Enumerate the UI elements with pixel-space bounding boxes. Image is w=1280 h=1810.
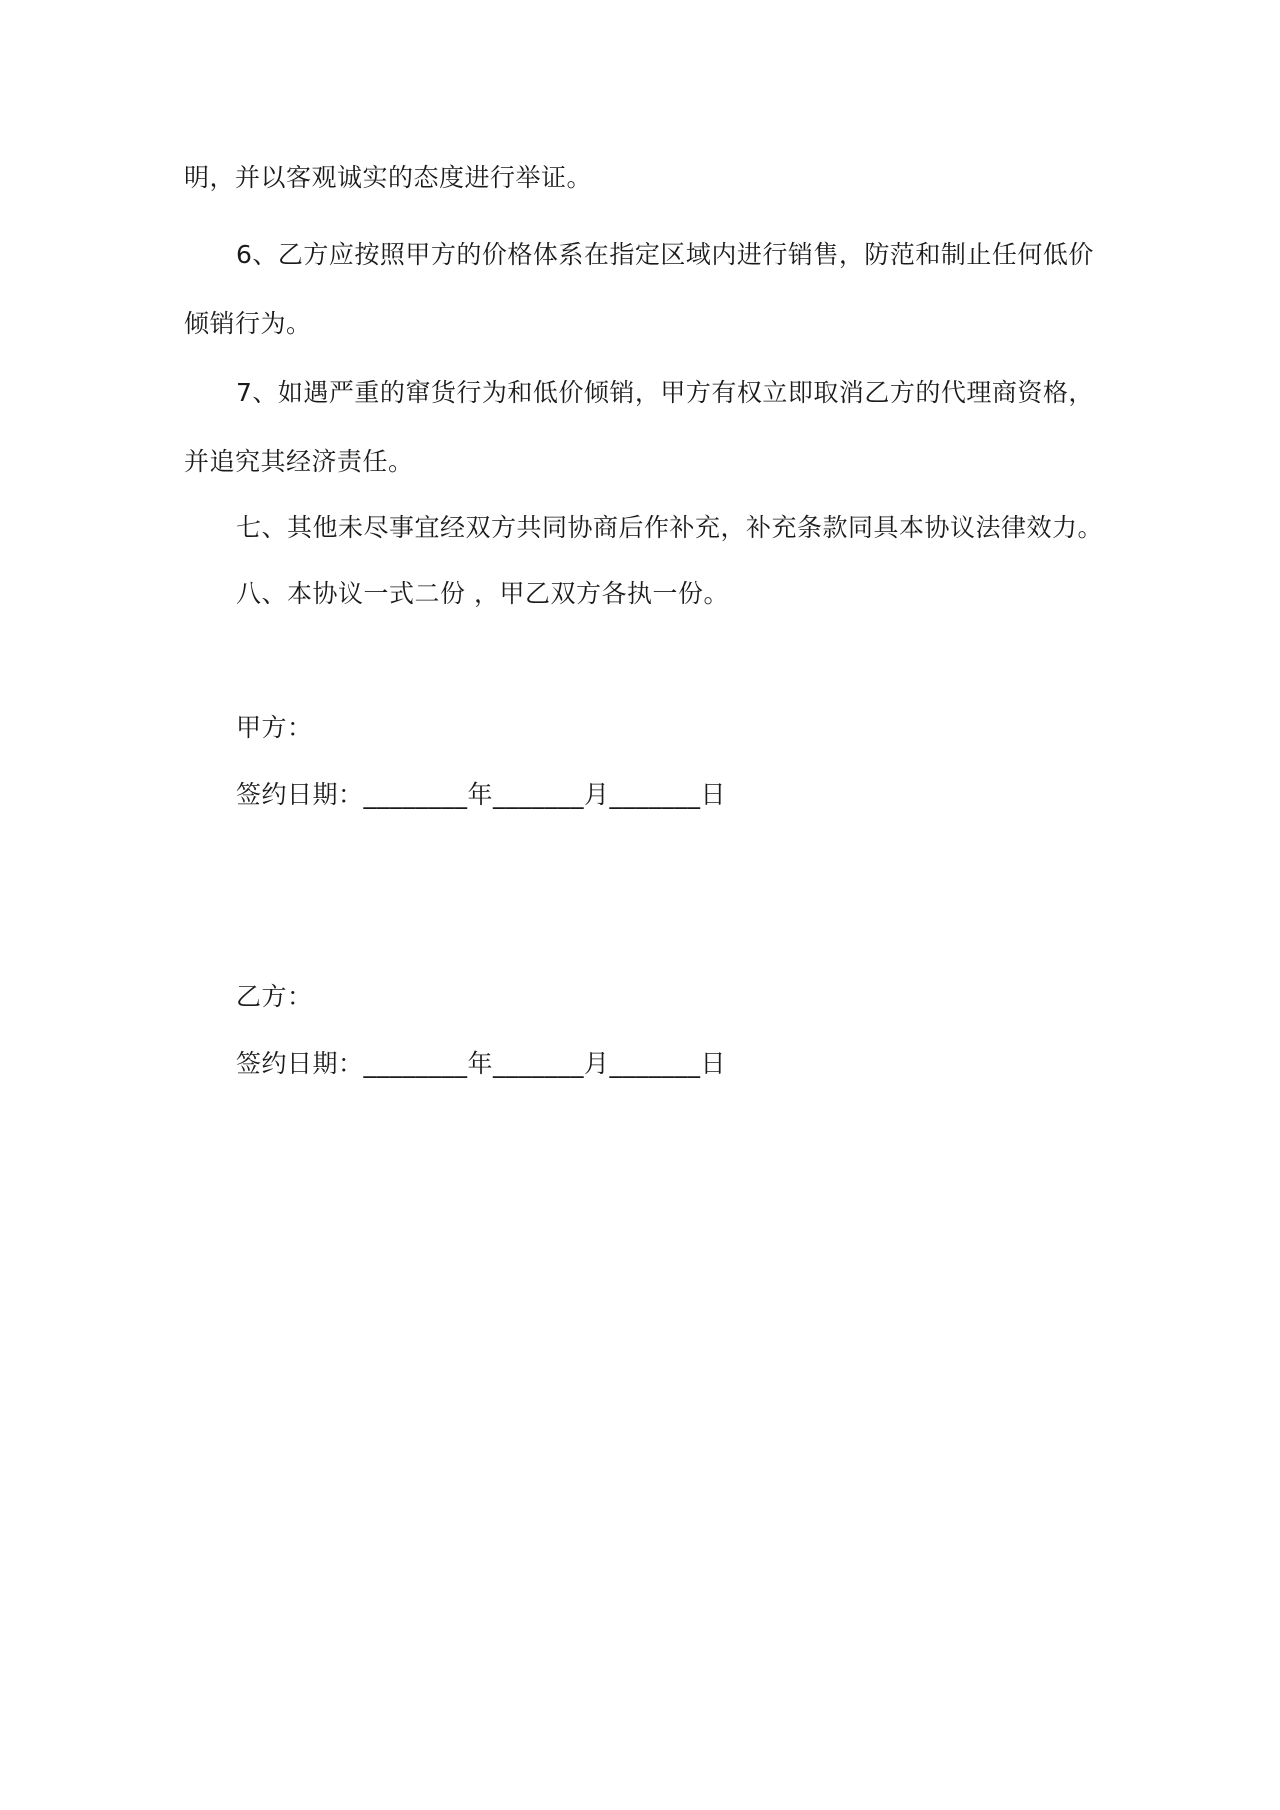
clause-6-line-2: 倾销行为。 [184, 309, 312, 338]
article-7: 七、其他未尽事宜经双方共同协商后作补充，补充条款同具本协议法律效力。 [236, 513, 1104, 542]
clause-6-line-1: 6、乙方应按照甲方的价格体系在指定区域内进行销售，防范和制止任何低价 [236, 240, 1094, 269]
paragraph-line-1: 明，并以客观诚实的态度进行举证。 [184, 163, 593, 192]
party-a-sign-date: 签约日期：________年_______月_______日 [236, 780, 727, 809]
clause-7-line-1: 7、如遇严重的窜货行为和低价倾销，甲方有权立即取消乙方的代理商资格， [236, 378, 1094, 407]
article-8: 八、本协议一式二份 ，甲乙双方各执一份。 [236, 579, 729, 608]
party-b-label: 乙方： [236, 982, 313, 1011]
clause-7-line-2: 并追究其经济责任。 [184, 447, 414, 476]
party-a-label: 甲方： [236, 713, 313, 742]
party-b-sign-date: 签约日期：________年_______月_______日 [236, 1049, 727, 1078]
